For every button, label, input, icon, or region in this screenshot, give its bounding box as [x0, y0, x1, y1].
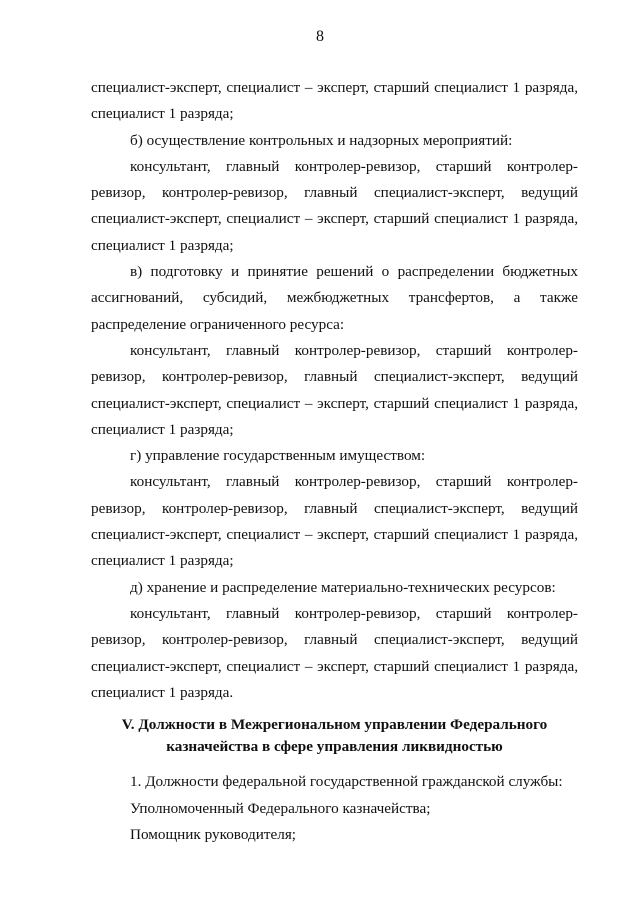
paragraph-positions-g: консультант, главный контролер-ревизор, старший контролер-ревизор, контролер-ревизор, главный специалист-эксперт, ведущий специалист-эксперт, специалист – эксперт, старший специалист 1 разряда, специалист 1 разряда; — [91, 473, 578, 570]
paragraph-positions-v: консультант, главный контролер-ревизор, старший контролер-ревизор, контролер-ревизор, главный специалист-эксперт, ведущий специалист-эксперт, специалист – эксперт, старший специалист 1 разряда, специалист 1 разряда; — [91, 341, 578, 438]
position-item: Помощник руководителя; — [130, 826, 297, 843]
paragraph-item-b: б) осуществление контрольных и надзорных мероприятий: — [130, 131, 513, 149]
section-body — [91, 769, 578, 849]
paragraph-positions-d: консультант, главный контролер-ревизор, старший контролер-ревизор, контролер-ревизор, главный специалист-эксперт, ведущий специалист-эксперт, специалист – эксперт, старший специалист 1 разряда, специалист 1 разряда. — [91, 604, 578, 701]
section-heading — [91, 714, 578, 758]
paragraph-item-v: в) подготовку и принятие решений о распределении бюджетных ассигнований, субсидий, межбюджетных трансфертов, а также распределение ограниченного ресурса: — [91, 263, 578, 333]
paragraph-positions-b: консультант, главный контролер-ревизор, старший контролер-ревизор, контролер-ревизор, главный специалист-эксперт, ведущий специалист-эксперт, специалист – эксперт, старший специалист 1 разряда, специалист 1 разряда; — [91, 157, 578, 254]
section-heading-line-1: V. Должности в Межрегиональном управлении Федерального — [121, 716, 548, 733]
body-text — [91, 75, 578, 706]
section-subheading: 1. Должности федеральной государственной гражданской службы: — [130, 773, 563, 790]
paragraph-item-g: г) управление государственным имуществом: — [130, 447, 426, 465]
page-number: 8 — [316, 28, 324, 45]
paragraph-item-d: д) хранение и распределение материально-технических ресурсов: — [130, 578, 556, 596]
section-heading-line-2: казначейства в сфере управления ликвидностью — [166, 738, 503, 755]
position-item: Уполномоченный Федерального казначейства; — [130, 799, 431, 817]
paragraph-continuation: специалист-эксперт, специалист – эксперт, старший специалист 1 разряда, специалист 1 разряда; — [91, 79, 578, 123]
